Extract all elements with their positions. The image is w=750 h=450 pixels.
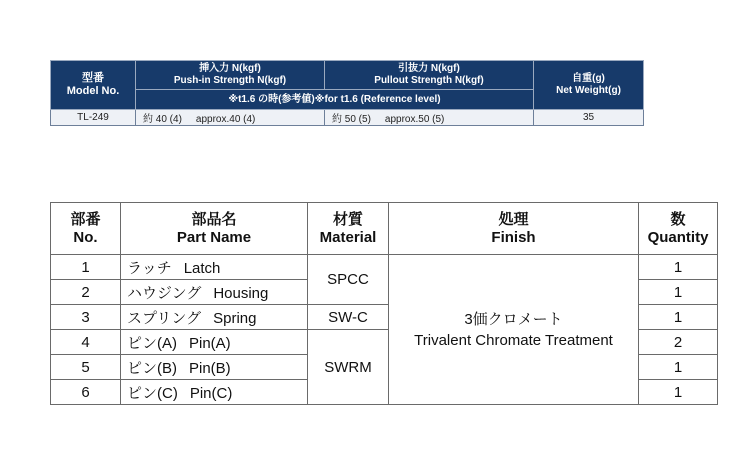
part-name-jp: ピン(A) [127, 334, 177, 352]
part-no-cell: 4 [51, 330, 121, 355]
part-name-cell [121, 380, 308, 405]
part-name-en: Pin(C) [189, 384, 233, 402]
part-name-jp: ラッチ [127, 259, 172, 277]
push-in-value-jp: 約 40 (4) [143, 114, 182, 125]
pullout-value-en: approx.50 (5) [384, 114, 445, 125]
material-cell-spcc: SPCC [308, 255, 389, 305]
part-no-header-jp: 部番 [70, 210, 101, 228]
part-name-jp: ピン(C) [127, 384, 178, 402]
model-no-header-jp: 型番 [82, 72, 104, 84]
pullout-value-jp: 約 50 (5) [332, 114, 371, 125]
pullout-header-en: Pullout Strength N(kgf) [374, 75, 484, 86]
push-in-strength-cell [136, 110, 325, 126]
part-name-header-jp: 部品名 [191, 210, 237, 228]
part-name-en: Pin(B) [189, 359, 231, 377]
part-name-jp: スプリング [127, 309, 202, 327]
part-no-cell: 3 [51, 305, 121, 330]
part-no-cell: 2 [51, 280, 121, 305]
quantity-cell: 1 [639, 280, 718, 305]
net-weight-header [534, 61, 644, 110]
finish-header-en: Finish [491, 228, 536, 246]
part-name-jp: ピン(B) [127, 359, 177, 377]
part-name-header [121, 203, 308, 255]
part-name-header-en: Part Name [176, 228, 252, 246]
spec-row [51, 110, 644, 126]
part-name-cell [121, 255, 308, 280]
quantity-header [639, 203, 718, 255]
part-name-cell [121, 305, 308, 330]
pullout-header-jp: 引抜力 N(kgf) [398, 63, 460, 74]
quantity-cell: 1 [639, 355, 718, 380]
model-no-cell: TL-249 [51, 110, 136, 126]
push-in-header-jp: 挿入力 N(kgf) [199, 63, 261, 74]
part-name-en: Spring [213, 309, 257, 327]
material-header-jp: 材質 [332, 210, 363, 228]
push-in-strength-header [136, 61, 325, 90]
finish-jp: 3価クロメート [464, 310, 563, 328]
quantity-header-en: Quantity [647, 228, 709, 246]
material-cell-swrm: SWRM [308, 330, 389, 405]
quantity-cell: 1 [639, 380, 718, 405]
quantity-cell: 1 [639, 305, 718, 330]
finish-cell [389, 255, 639, 405]
part-name-jp: ハウジング [127, 284, 202, 302]
part-no-cell: 6 [51, 380, 121, 405]
part-name-cell [121, 355, 308, 380]
part-name-cell [121, 280, 308, 305]
finish-header-jp: 処理 [498, 210, 529, 228]
net-weight-cell: 35 [534, 110, 644, 126]
specification-table [50, 60, 644, 126]
material-cell-swc: SW-C [308, 305, 389, 330]
pullout-strength-header [325, 61, 534, 90]
parts-header-row [51, 203, 718, 255]
part-no-header-en: No. [73, 228, 98, 246]
pullout-strength-cell [325, 110, 534, 126]
finish-en: Trivalent Chromate Treatment [414, 331, 613, 349]
quantity-cell: 2 [639, 330, 718, 355]
push-in-header-en: Push-in Strength N(kgf) [173, 75, 287, 86]
net-weight-header-en: Net Weight(g) [556, 85, 621, 96]
finish-header [389, 203, 639, 255]
table-row [51, 255, 718, 280]
parts-table [50, 202, 718, 405]
part-no-cell: 1 [51, 255, 121, 280]
model-no-header [51, 61, 136, 110]
quantity-header-jp: 数 [670, 210, 686, 228]
part-name-en: Housing [213, 284, 269, 302]
material-header-en: Material [319, 228, 377, 246]
quantity-cell: 1 [639, 255, 718, 280]
model-no-header-en: Model No. [66, 85, 120, 97]
reference-level-note: ※t1.6 の時(参考値)※for t1.6 (Reference level) [136, 90, 534, 110]
part-no-header [51, 203, 121, 255]
push-in-value-en: approx.40 (4) [195, 114, 256, 125]
part-name-en: Pin(A) [189, 334, 231, 352]
net-weight-header-jp: 自重(g) [572, 73, 605, 84]
part-name-en: Latch [183, 259, 221, 277]
part-name-cell [121, 330, 308, 355]
part-no-cell: 5 [51, 355, 121, 380]
material-header [308, 203, 389, 255]
